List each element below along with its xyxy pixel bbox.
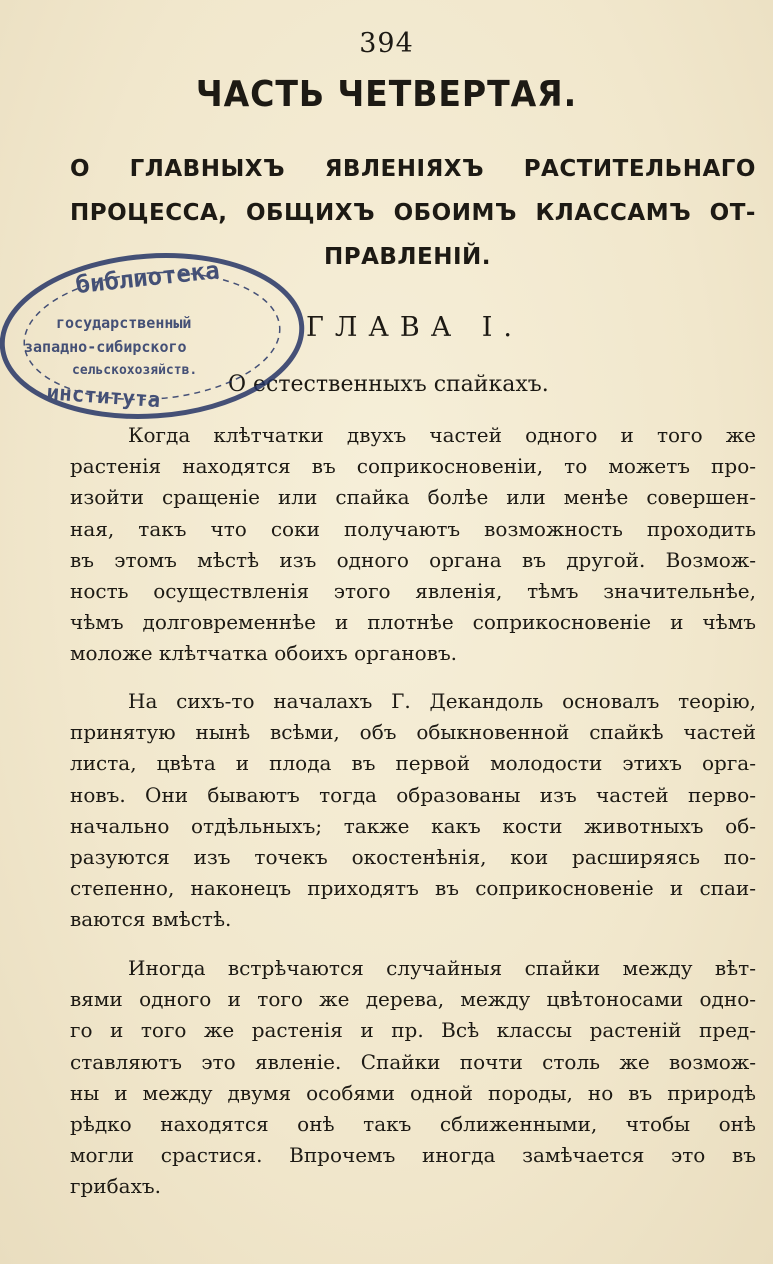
chapter-subtitle: О естественныхъ спайкахъ. bbox=[228, 372, 549, 397]
section-title-line-1 bbox=[70, 156, 756, 182]
text-line: въ этомъ мѣстѣ изъ одного органа въ другой. Возмож- bbox=[70, 547, 756, 572]
section-title-word: КЛАССАМЪ bbox=[535, 200, 692, 226]
section-title-word: О bbox=[70, 156, 91, 182]
text-line: ны и между двумя особями одной породы, но въ природѣ bbox=[70, 1080, 756, 1105]
text-line: моложе клѣтчатка обоихъ органовъ. bbox=[70, 641, 458, 666]
section-title-word: ОБЩИХЪ bbox=[245, 200, 376, 226]
stamp-line-5: института bbox=[45, 380, 162, 413]
text-line: ставляютъ это явленіе. Спайки почти столь же возмож- bbox=[70, 1049, 756, 1074]
text-line: разуются изъ точекъ окостенѣнія, кои расширяясь по- bbox=[70, 845, 756, 870]
chapter-title: ГЛАВА I. bbox=[306, 312, 523, 343]
text-line: Когда клѣтчатки двухъ частей одного и того же bbox=[128, 423, 756, 447]
section-title-word: РАСТИТЕЛЬНАГО bbox=[523, 156, 756, 182]
text-line: На сихъ-то началахъ Г. Декандоль основалъ теорію, bbox=[128, 689, 756, 713]
library-stamp bbox=[0, 244, 316, 434]
section-title-word: ПРОЦЕССА, bbox=[70, 200, 228, 226]
section-title-word: ОТ- bbox=[709, 200, 756, 226]
section-title-word: ЯВЛЕНІЯХЪ bbox=[324, 156, 485, 182]
text-line: Иногда встрѣчаются случайныя спайки между вѣт- bbox=[128, 956, 756, 980]
stamp-line-2: государственный bbox=[56, 314, 192, 332]
text-line: ваются вмѣстѣ. bbox=[70, 907, 232, 932]
text-line: растенія находятся въ соприкосновеніи, то можетъ про- bbox=[70, 454, 756, 479]
section-title-word: ОБОИМЪ bbox=[393, 200, 517, 226]
section-title-word: ГЛАВНЫХЪ bbox=[129, 156, 286, 182]
text-line: чѣмъ долговременнѣе и плотнѣе соприкосновеніе и чѣмъ bbox=[70, 610, 756, 635]
text-line: степенно, наконецъ приходятъ въ соприкосновеніе и спаи- bbox=[70, 876, 756, 901]
text-line: листа, цвѣта и плода въ первой молодости этихъ орга- bbox=[70, 751, 756, 776]
text-line: рѣдко находятся онѣ такъ сближенными, чтобы онѣ bbox=[70, 1112, 756, 1137]
text-line: принятую нынѣ всѣми, объ обыкновенной спайкѣ частей bbox=[70, 720, 756, 745]
text-line: вями одного и того же дерева, между цвѣтоносами одно- bbox=[70, 987, 756, 1012]
part-title: ЧАСТЬ ЧЕТВЕРТАЯ. bbox=[195, 74, 578, 115]
text-line: го и того же растенія и пр. Всѣ классы растеній пред- bbox=[70, 1018, 756, 1043]
stamp-line-4: сельскохозяйств. bbox=[72, 363, 198, 378]
text-line: новъ. Они бываютъ тогда образованы изъ частей перво- bbox=[70, 782, 756, 807]
paragraph-1 bbox=[70, 420, 756, 670]
text-line: начально отдѣльныхъ; также какъ кости животныхъ об- bbox=[70, 813, 756, 838]
paragraph-3 bbox=[70, 953, 756, 1203]
section-title-line-2 bbox=[70, 200, 756, 226]
stamp-line-1: библиотека bbox=[74, 256, 221, 300]
paragraph-2 bbox=[70, 686, 756, 936]
text-line: ная, такъ что соки получаютъ возможность проходить bbox=[70, 516, 756, 541]
text-line: грибахъ. bbox=[70, 1174, 161, 1199]
stamp-line-3: западно-сибирского bbox=[24, 338, 187, 356]
page-number: 394 bbox=[359, 28, 414, 59]
section-title-word: ПРАВЛЕНІЙ. bbox=[323, 244, 492, 270]
text-line: изойти сращеніе или спайка болѣе или менѣе совершен- bbox=[70, 485, 756, 510]
text-line: могли срастися. Впрочемъ иногда замѣчается это въ bbox=[70, 1143, 756, 1168]
text-line: ность осуществленія этого явленія, тѣмъ значительнѣе, bbox=[70, 579, 756, 604]
